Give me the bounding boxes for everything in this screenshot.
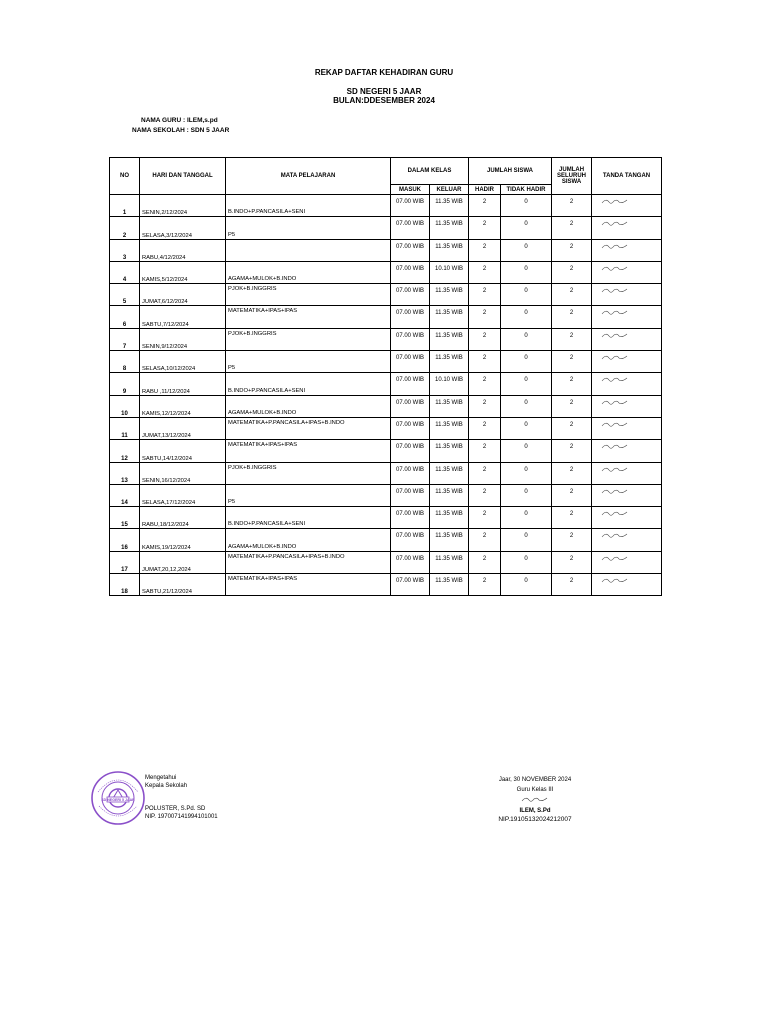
row-subject-top [228, 529, 390, 531]
row-day: SELASA,10/12/2024 [140, 351, 226, 373]
row-hadir: 2 [469, 462, 501, 484]
signature-icon [600, 264, 630, 273]
row-number: 12 [110, 440, 140, 462]
row-masuk: 07.00 WIB [391, 217, 430, 239]
row-subject [226, 239, 391, 261]
row-signature [592, 507, 662, 529]
row-subject-bottom: P5 [228, 365, 236, 372]
teacher-name: ILEM, S.Pd [519, 808, 551, 814]
row-keluar: 10.10 WIB [430, 261, 469, 283]
row-subject [226, 507, 391, 529]
row-subject [226, 440, 391, 462]
attendance-table [109, 157, 662, 596]
teacher-role: Guru Kelas III [516, 787, 554, 793]
row-hadir: 2 [469, 239, 501, 261]
signature-icon [600, 331, 630, 340]
row-total: 2 [552, 351, 592, 373]
header-in-class: DALAM KELAS [391, 158, 469, 185]
row-masuk: 07.00 WIB [391, 529, 430, 551]
signature-icon [600, 242, 630, 251]
table-row [110, 373, 662, 395]
table-row [110, 551, 662, 573]
row-subject-top: MATEMATIKA+P.PANCASILA+IPAS+B.INDO [228, 419, 345, 426]
teacher-signature-icon [520, 795, 550, 804]
row-subject [226, 551, 391, 573]
row-masuk: 07.00 WIB [391, 306, 430, 328]
row-total: 2 [552, 462, 592, 484]
signature-icon [600, 420, 630, 429]
row-subject-bottom: B.INDO+P.PANCASILA+SENI [228, 387, 306, 394]
row-subject [226, 217, 391, 239]
row-total: 2 [552, 284, 592, 306]
signature-icon [600, 531, 630, 540]
table-row [110, 462, 662, 484]
row-subject [226, 529, 391, 551]
row-keluar: 11.35 WIB [430, 395, 469, 417]
row-signature [592, 284, 662, 306]
row-masuk: 07.00 WIB [391, 195, 430, 217]
signature-icon [600, 509, 630, 518]
row-subject-bottom: P5 [228, 231, 236, 238]
row-subject-bottom: B.INDO+P.PANCASILA+SENI [228, 209, 306, 216]
principal-block [145, 806, 218, 821]
row-subject [226, 373, 391, 395]
teacher-nip: NIP.19​105132024212007 [498, 816, 572, 823]
row-day: SABTU,7/12/2024 [140, 306, 226, 328]
table-row [110, 440, 662, 462]
table-row [110, 351, 662, 373]
row-keluar: 11.35 WIB [430, 507, 469, 529]
approval-label: Mengetahui [145, 775, 177, 781]
row-hadir: 2 [469, 284, 501, 306]
row-subject [226, 417, 391, 439]
row-masuk: 07.00 WIB [391, 395, 430, 417]
row-number: 9 [110, 373, 140, 395]
row-number: 15 [110, 507, 140, 529]
row-total: 2 [552, 395, 592, 417]
row-masuk: 07.00 WIB [391, 373, 430, 395]
row-number: 3 [110, 239, 140, 261]
row-subject-bottom: AGAMA+MULOK+B.INDO [228, 276, 297, 283]
row-keluar: 11.35 WIB [430, 306, 469, 328]
row-subject-bottom: AGAMA+MULOK+B.INDO [228, 543, 297, 550]
row-tidak-hadir: 0 [501, 417, 552, 439]
principal-name: POLUSTER, S.Pd. SD [145, 806, 206, 812]
signature-icon [600, 375, 630, 384]
table-row [110, 217, 662, 239]
row-signature [592, 306, 662, 328]
table-row [110, 306, 662, 328]
row-total: 2 [552, 261, 592, 283]
signature-icon [600, 353, 630, 362]
row-tidak-hadir: 0 [501, 261, 552, 283]
row-day: SABTU,14/12/2024 [140, 440, 226, 462]
row-day: SABTU,21/12/2024 [140, 574, 226, 596]
month-label: BULAN:DDESEMBER 2024 [333, 96, 435, 105]
row-tidak-hadir: 0 [501, 373, 552, 395]
row-subject-top: PJOK+B.INGGRIS [228, 286, 277, 293]
row-subject [226, 462, 391, 484]
row-total: 2 [552, 507, 592, 529]
row-day: RABU ,11/12/2024 [140, 373, 226, 395]
row-day: SELASA,3/12/2024 [140, 217, 226, 239]
row-tidak-hadir: 0 [501, 351, 552, 373]
row-keluar: 11.35 WIB [430, 574, 469, 596]
signature-icon [600, 286, 630, 295]
row-subject-top: MATEMATIKA+IPAS+IPAS [228, 576, 298, 583]
row-tidak-hadir: 0 [501, 440, 552, 462]
row-masuk: 07.00 WIB [391, 484, 430, 506]
header-total: JUMLAH SELURUH SISWA [552, 158, 592, 195]
row-subject-bottom: P5 [228, 499, 236, 506]
row-signature [592, 551, 662, 573]
row-number: 10 [110, 395, 140, 417]
row-subject-top: PJOK+B.INGGRIS [228, 330, 277, 337]
row-subject-top [228, 485, 390, 487]
row-signature [592, 462, 662, 484]
row-subject-bottom: AGAMA+MULOK+B.INDO [228, 409, 297, 416]
row-day: SENIN,2/12/2024 [140, 195, 226, 217]
row-tidak-hadir: 0 [501, 217, 552, 239]
row-hadir: 2 [469, 507, 501, 529]
row-number: 13 [110, 462, 140, 484]
row-keluar: 11.35 WIB [430, 417, 469, 439]
signature-icon [600, 487, 630, 496]
row-hadir: 2 [469, 217, 501, 239]
row-masuk: 07.00 WIB [391, 462, 430, 484]
row-keluar: 11.35 WIB [430, 440, 469, 462]
row-number: 2 [110, 217, 140, 239]
school-name-line: NAMA SEKOLAH : SDN 5 JAAR [132, 127, 230, 134]
row-number: 5 [110, 284, 140, 306]
row-masuk: 07.00 WIB [391, 239, 430, 261]
principal-role: Kepala Sekolah [145, 783, 188, 789]
row-subject [226, 574, 391, 596]
signature-icon [600, 442, 630, 451]
row-hadir: 2 [469, 261, 501, 283]
row-day: RABU,18/12/2024 [140, 507, 226, 529]
row-signature [592, 574, 662, 596]
signature-icon [600, 308, 630, 317]
row-total: 2 [552, 440, 592, 462]
row-masuk: 07.00 WIB [391, 440, 430, 462]
row-masuk: 07.00 WIB [391, 574, 430, 596]
table-row [110, 417, 662, 439]
row-subject-top: MATEMATIKA+P.PANCASILA+IPAS+B.INDO [228, 553, 345, 560]
row-signature [592, 529, 662, 551]
row-keluar: 11.35 WIB [430, 529, 469, 551]
row-hadir: 2 [469, 440, 501, 462]
row-number: 17 [110, 551, 140, 573]
row-hadir: 2 [469, 417, 501, 439]
header-no: NO [110, 158, 140, 195]
header-keluar: KELUAR [430, 185, 469, 195]
row-masuk: 07.00 WIB [391, 284, 430, 306]
row-total: 2 [552, 217, 592, 239]
row-tidak-hadir: 0 [501, 551, 552, 573]
row-keluar: 11.35 WIB [430, 217, 469, 239]
row-subject-top: PJOK+B.INGGRIS [228, 464, 277, 471]
row-subject-top: MATEMATIKA+IPAS+IPAS [228, 308, 298, 315]
row-subject [226, 484, 391, 506]
row-keluar: 11.35 WIB [430, 462, 469, 484]
row-subject-top [228, 507, 390, 509]
row-number: 7 [110, 328, 140, 350]
row-day: KAMIS,19/12/2024 [140, 529, 226, 551]
header-masuk: MASUK [391, 185, 430, 195]
row-keluar: 11.35 WIB [430, 195, 469, 217]
row-number: 14 [110, 484, 140, 506]
row-day: SENIN,16/12/2024 [140, 462, 226, 484]
header-subject: MATA PELAJARAN [226, 158, 391, 195]
table-row [110, 507, 662, 529]
row-day: JUMAT,6/12/2024 [140, 284, 226, 306]
row-total: 2 [552, 195, 592, 217]
row-signature [592, 195, 662, 217]
row-number: 4 [110, 261, 140, 283]
table-row [110, 239, 662, 261]
row-day: JUMAT,13/12/2024 [140, 417, 226, 439]
row-signature [592, 373, 662, 395]
row-masuk: 07.00 WIB [391, 507, 430, 529]
row-total: 2 [552, 306, 592, 328]
row-subject [226, 351, 391, 373]
row-subject [226, 306, 391, 328]
header-hadir: HADIR [469, 185, 501, 195]
row-hadir: 2 [469, 574, 501, 596]
school-name: SD NEGERI 5 JAAR [346, 87, 422, 96]
signature-icon [600, 219, 630, 228]
row-tidak-hadir: 0 [501, 462, 552, 484]
row-total: 2 [552, 529, 592, 551]
row-keluar: 11.35 WIB [430, 328, 469, 350]
row-tidak-hadir: 0 [501, 507, 552, 529]
row-subject-top [228, 396, 390, 398]
table-row [110, 284, 662, 306]
row-total: 2 [552, 417, 592, 439]
row-masuk: 07.00 WIB [391, 417, 430, 439]
row-subject-top [228, 217, 390, 219]
row-total: 2 [552, 328, 592, 350]
document-title: REKAP DAFTAR KEHADIRAN GURU [314, 68, 454, 77]
row-signature [592, 417, 662, 439]
row-total: 2 [552, 239, 592, 261]
row-tidak-hadir: 0 [501, 306, 552, 328]
row-tidak-hadir: 0 [501, 529, 552, 551]
svg-text:SD NEGERI 5 JAAR: SD NEGERI 5 JAAR [101, 798, 135, 802]
row-number: 8 [110, 351, 140, 373]
table-row [110, 328, 662, 350]
row-number: 6 [110, 306, 140, 328]
place-date: Jaar, 30 NOVEMBER 2024 [498, 777, 572, 783]
signature-icon [600, 465, 630, 474]
row-tidak-hadir: 0 [501, 195, 552, 217]
row-tidak-hadir: 0 [501, 239, 552, 261]
row-subject-top [228, 240, 390, 242]
row-tidak-hadir: 0 [501, 284, 552, 306]
approval-block [145, 774, 187, 790]
row-keluar: 11.35 WIB [430, 484, 469, 506]
row-number: 18 [110, 574, 140, 596]
row-hadir: 2 [469, 306, 501, 328]
header-day: HARI DAN TANGGAL [140, 158, 226, 195]
signature-icon [600, 576, 630, 585]
row-hadir: 2 [469, 373, 501, 395]
row-number: 16 [110, 529, 140, 551]
row-total: 2 [552, 484, 592, 506]
principal-nip: NIP. 197007141994101001 [145, 813, 218, 820]
row-tidak-hadir: 0 [501, 574, 552, 596]
row-signature [592, 261, 662, 283]
row-total: 2 [552, 551, 592, 573]
header-tidak-hadir: TIDAK HADIR [501, 185, 552, 195]
row-subject-top [228, 262, 390, 264]
row-keluar: 11.35 WIB [430, 551, 469, 573]
row-subject-top [228, 373, 390, 375]
teacher-name-line: NAMA GURU : ILEM,s.pd [141, 117, 218, 124]
signature-icon [600, 398, 630, 407]
row-signature [592, 328, 662, 350]
row-signature [592, 484, 662, 506]
row-total: 2 [552, 373, 592, 395]
row-hadir: 2 [469, 195, 501, 217]
row-masuk: 07.00 WIB [391, 261, 430, 283]
row-tidak-hadir: 0 [501, 395, 552, 417]
row-signature [592, 395, 662, 417]
teacher-signature-block [470, 775, 600, 825]
row-day: SELASA,17/12/2024 [140, 484, 226, 506]
row-day: JUMAT,20,12,2024 [140, 551, 226, 573]
row-number: 1 [110, 195, 140, 217]
row-hadir: 2 [469, 395, 501, 417]
row-subject [226, 284, 391, 306]
row-signature [592, 239, 662, 261]
row-keluar: 11.35 WIB [430, 351, 469, 373]
table-row [110, 484, 662, 506]
row-masuk: 07.00 WIB [391, 351, 430, 373]
row-tidak-hadir: 0 [501, 484, 552, 506]
row-masuk: 07.00 WIB [391, 551, 430, 573]
row-subject [226, 195, 391, 217]
row-signature [592, 440, 662, 462]
table-row [110, 195, 662, 217]
row-total: 2 [552, 574, 592, 596]
row-signature [592, 217, 662, 239]
row-day: RABU,4/12/2024 [140, 239, 226, 261]
row-hadir: 2 [469, 351, 501, 373]
row-masuk: 07.00 WIB [391, 328, 430, 350]
signature-icon [600, 554, 630, 563]
row-day: KAMIS,5/12/2024 [140, 261, 226, 283]
table-row [110, 574, 662, 596]
row-hadir: 2 [469, 328, 501, 350]
row-hadir: 2 [469, 484, 501, 506]
row-day: KAMIS,12/12/2024 [140, 395, 226, 417]
row-number: 11 [110, 417, 140, 439]
header-signature: TANDA TANGAN [592, 158, 662, 195]
row-hadir: 2 [469, 529, 501, 551]
school-stamp-icon [90, 770, 146, 826]
table-row [110, 395, 662, 417]
row-keluar: 10.10 WIB [430, 373, 469, 395]
table-row [110, 529, 662, 551]
row-subject [226, 328, 391, 350]
row-subject-top [228, 351, 390, 353]
row-keluar: 11.35 WIB [430, 284, 469, 306]
row-subject-top: MATEMATIKA+IPAS+IPAS [228, 442, 298, 449]
row-subject [226, 395, 391, 417]
row-tidak-hadir: 0 [501, 328, 552, 350]
row-subject-bottom: B.INDO+P.PANCASILA+SENI [228, 521, 306, 528]
row-signature [592, 351, 662, 373]
signature-icon [600, 197, 630, 206]
table-row [110, 261, 662, 283]
row-subject [226, 261, 391, 283]
row-day: SENIN,9/12/2024 [140, 328, 226, 350]
row-subject-top [228, 195, 390, 197]
header-students: JUMLAH SISWA [469, 158, 552, 185]
row-hadir: 2 [469, 551, 501, 573]
row-keluar: 11.35 WIB [430, 239, 469, 261]
